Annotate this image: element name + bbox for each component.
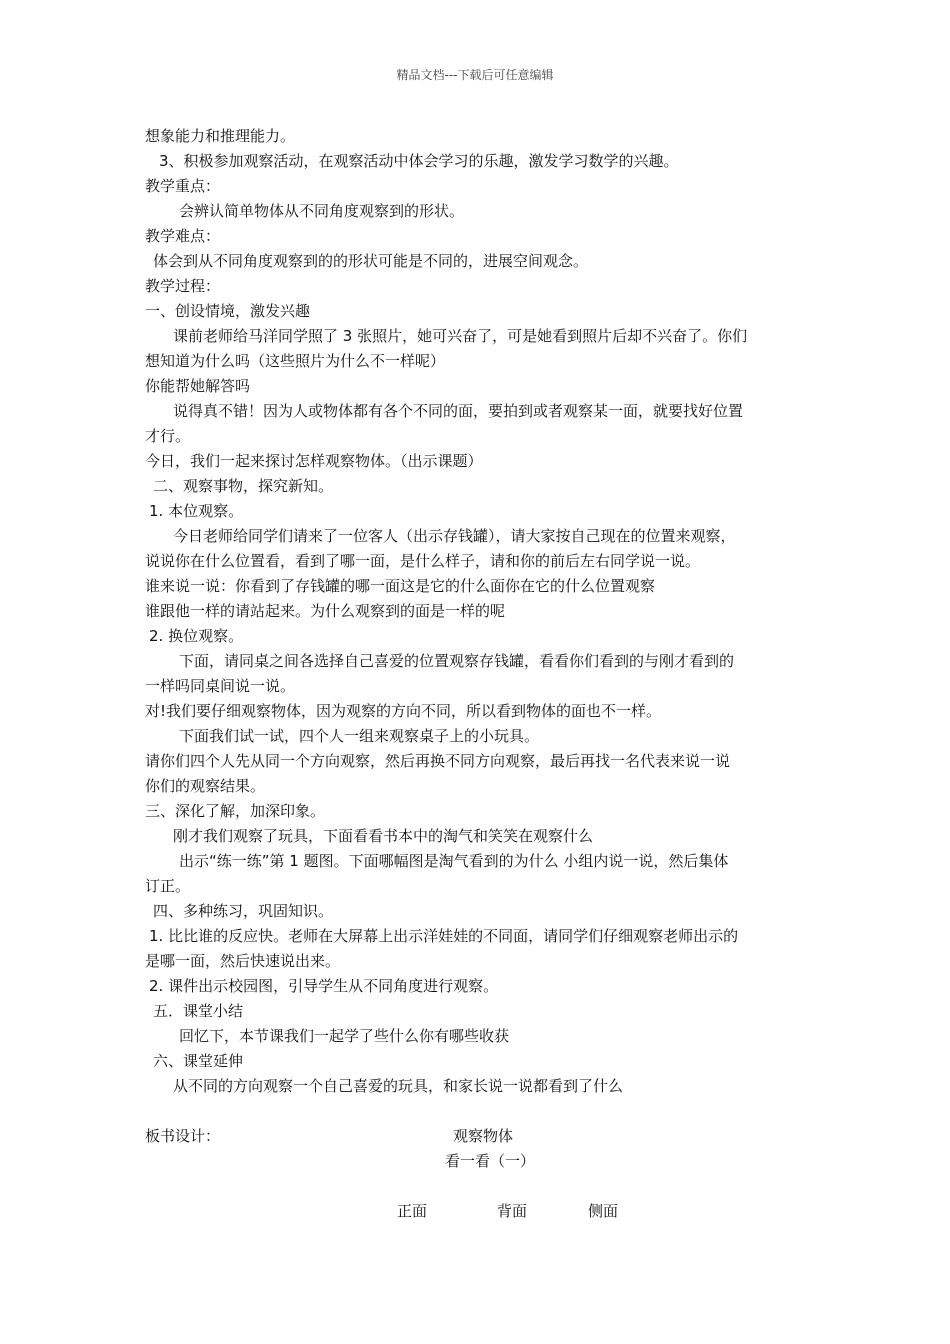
subsection-heading: 1. 本位观察。 bbox=[149, 502, 244, 520]
text-line: 说说你在什么位置看，看到了哪一面，是什么样子，请和你的前后左右同学说一说。 bbox=[145, 552, 701, 570]
text-line: 会辨认简单物体从不同角度观察到的形状。 bbox=[179, 202, 465, 220]
text-line: 下面，请同桌之间各选择自己喜爱的位置观察存钱罐，看看你们看到的与刚才看到的 bbox=[179, 652, 735, 670]
board-face-back: 背面 bbox=[497, 1202, 528, 1220]
text-line: 从不同的方向观察一个自己喜爱的玩具，和家长说一说都看到了什么 bbox=[173, 1077, 624, 1095]
text-line: 回忆下，本节课我们一起学了些什么你有哪些收获 bbox=[179, 1027, 510, 1045]
board-design-title: 观察物体 bbox=[453, 1127, 514, 1145]
text-line: 今日，我们一起来探讨怎样观察物体。（出示课题） bbox=[145, 452, 483, 470]
board-design-label: 板书设计： bbox=[145, 1127, 221, 1145]
board-design-faces-row bbox=[145, 1199, 815, 1224]
text-line: 订正。 bbox=[145, 877, 191, 895]
text-line: 想象能力和推理能力。 bbox=[145, 127, 296, 145]
text-line: 你能帮她解答吗 bbox=[145, 377, 251, 395]
text-line: 请你们四个人先从同一个方向观察，然后再换不同方向观察，最后再找一名代表来说一说 bbox=[145, 752, 731, 770]
text-line: 下面我们试一试，四个人一组来观察桌子上的小玩具。 bbox=[179, 727, 540, 745]
board-design-subtitle: 看一看（一） bbox=[445, 1152, 536, 1170]
section-heading: 教学过程： bbox=[145, 277, 221, 295]
section-heading: 一、创设情境，激发兴趣 bbox=[145, 302, 311, 320]
text-line: 谁来说一说：你看到了存钱罐的哪一面这是它的什么面你在它的什么位置观察 bbox=[145, 577, 656, 595]
text-line: 3、积极参加观察活动，在观察活动中体会学习的乐趣，激发学习数学的兴趣。 bbox=[159, 152, 679, 170]
text-line: 今日老师给同学们请来了一位客人（出示存钱罐），请大家按自己现在的位置来观察， bbox=[173, 527, 736, 545]
text-line: 一样吗同桌间说一说。 bbox=[145, 677, 296, 695]
text-line: 对!我们要仔细观察物体，因为观察的方向不同，所以看到物体的面也不一样。 bbox=[145, 702, 662, 720]
section-heading: 二、观察事物，探究新知。 bbox=[153, 477, 334, 495]
section-heading: 教学难点： bbox=[145, 227, 221, 245]
text-line: 出示“练一练”第 1 题图。下面哪幅图是淘气看到的为什么 小组内说一说，然后集体 bbox=[179, 852, 729, 870]
board-design-row bbox=[145, 1124, 815, 1149]
text-line: 你们的观察结果。 bbox=[145, 777, 266, 795]
section-heading: 教学重点： bbox=[145, 177, 221, 195]
text-line: 体会到从不同角度观察到的的形状可能是不同的，进展空间观念。 bbox=[153, 252, 589, 270]
board-face-front: 正面 bbox=[397, 1202, 428, 1220]
page-header: 精品文档---下载后可任意编辑 bbox=[396, 68, 554, 82]
text-line: 谁跟他一样的请站起来。为什么观察到的面是一样的呢 bbox=[145, 602, 506, 620]
section-heading: 六、课堂延伸 bbox=[153, 1052, 244, 1070]
text-line: 1. 比比谁的反应快。老师在大屏幕上出示洋娃娃的不同面，请同学们仔细观察老师出示的 bbox=[149, 927, 739, 945]
text-line: 是哪一面，然后快速说出来。 bbox=[145, 952, 341, 970]
document-body bbox=[145, 124, 815, 1224]
board-design-subtitle-row bbox=[145, 1149, 815, 1174]
section-heading: 五．课堂小结 bbox=[153, 1002, 244, 1020]
text-line: 课前老师给马洋同学照了 3 张照片，她可兴奋了，可是她看到照片后却不兴奋了。你们 bbox=[173, 327, 748, 345]
text-line: 想知道为什么吗（这些照片为什么不一样呢） bbox=[145, 352, 446, 370]
section-heading: 三、深化了解，加深印象。 bbox=[145, 802, 326, 820]
text-line: 说得真不错！因为人或物体都有各个不同的面，要拍到或者观察某一面，就要找好位置 bbox=[173, 402, 744, 420]
subsection-heading: 2. 换位观察。 bbox=[149, 627, 244, 645]
text-line: 刚才我们观察了玩具，下面看看书本中的淘气和笑笑在观察什么 bbox=[173, 827, 594, 845]
board-face-side: 侧面 bbox=[588, 1202, 619, 1220]
section-heading: 四、多种练习，巩固知识。 bbox=[153, 902, 334, 920]
text-line: 才行。 bbox=[145, 427, 191, 445]
text-line: 2. 课件出示校园图，引导学生从不同角度进行观察。 bbox=[149, 977, 499, 995]
